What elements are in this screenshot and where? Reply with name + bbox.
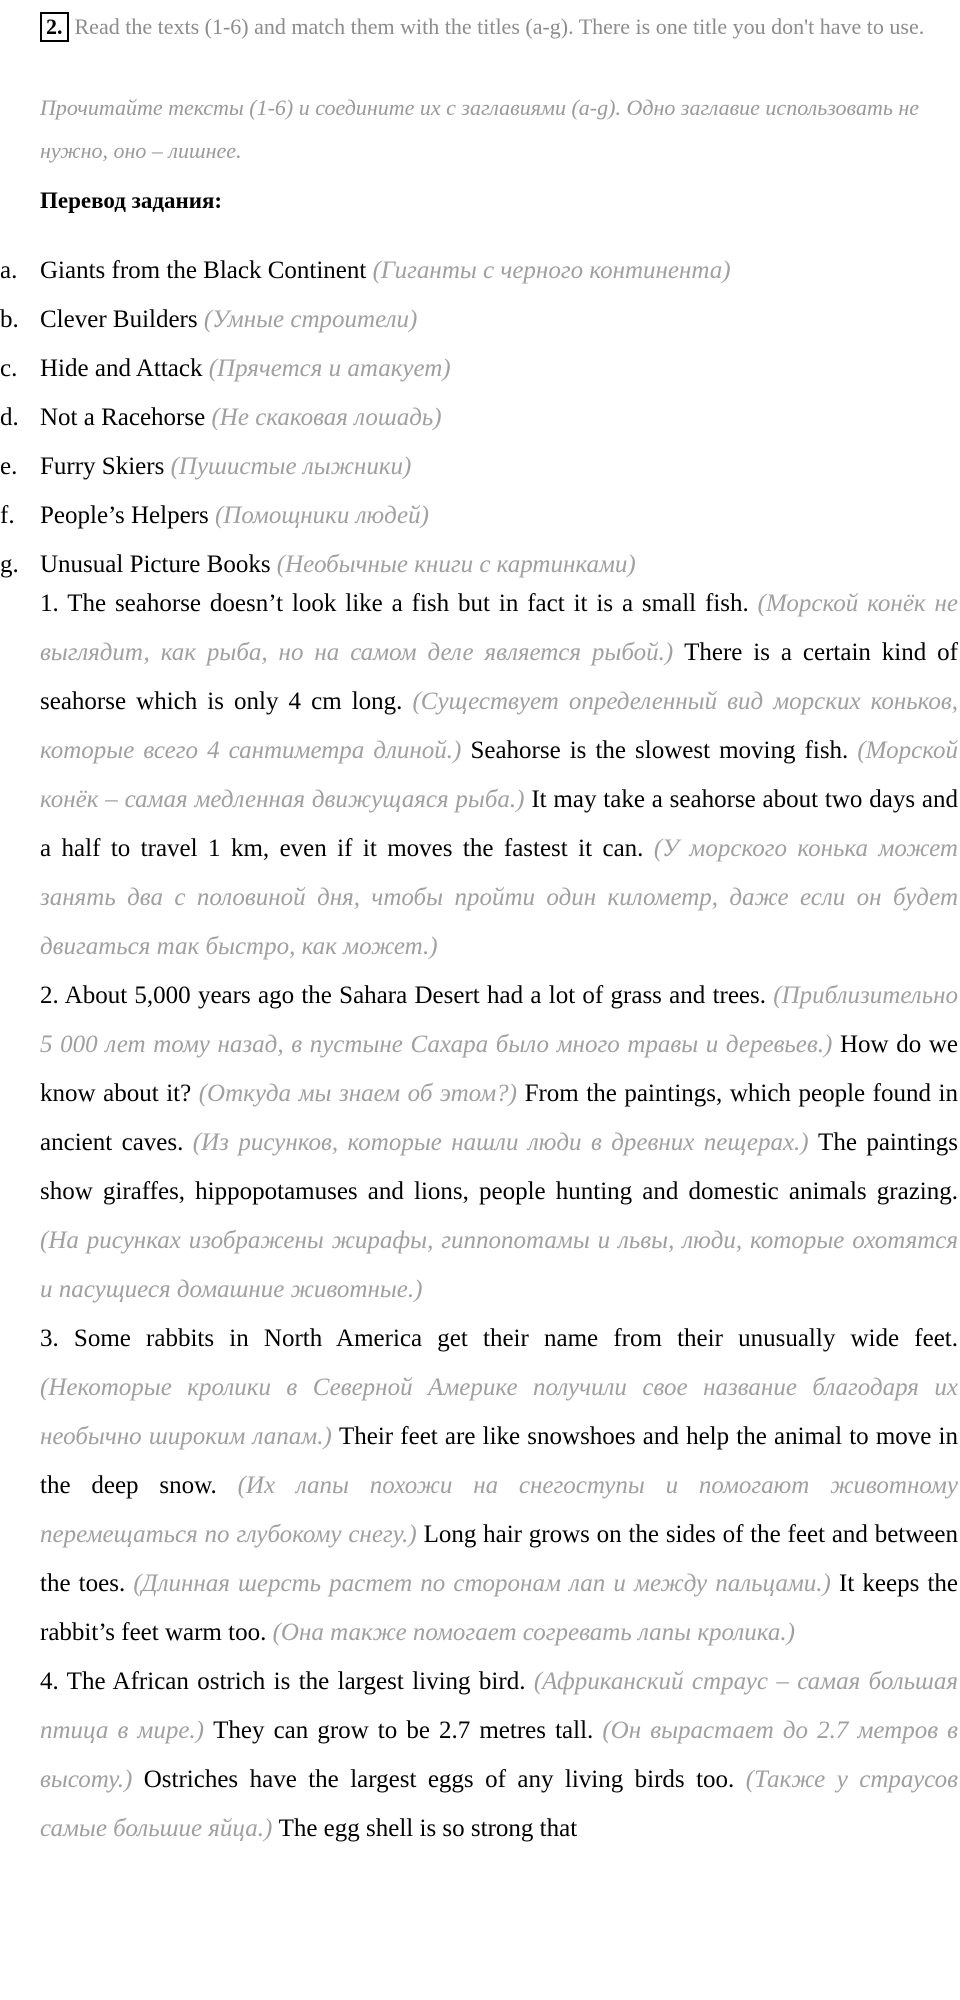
english-segment: Seahorse is the slowest moving fish. xyxy=(470,737,858,764)
english-segment: The egg shell is so strong that xyxy=(278,1815,578,1842)
text-paragraph-4 xyxy=(40,1657,958,1853)
title-item xyxy=(0,246,960,295)
english-segment: It may take a seahorse about two days and a half to travel 1 km, even if it moves the fastest it can. xyxy=(40,786,959,862)
english-segment: They can grow to be 2.7 metres tall. xyxy=(213,1717,603,1744)
translation-segment: (Африканский страус – самая большая птица в мире.) xyxy=(40,1668,958,1744)
title-en: Unusual Picture Books xyxy=(40,551,271,578)
task-number-badge: 2. xyxy=(40,12,69,42)
english-segment: It keeps the rabbit’s feet warm too. xyxy=(40,1570,959,1646)
translation-segment: (Существует определенный вид морских коньков, которые всего 4 сантиметра длиной.) xyxy=(40,688,958,764)
title-item xyxy=(0,344,960,393)
title-ru: (Умные строители) xyxy=(203,306,418,333)
translation-segment: (Некоторые кролики в Северной Америке получили свое название благодаря их необычно широким лапам.) xyxy=(40,1374,958,1450)
english-segment: 1. The seahorse doesn’t look like a fish but in fact it is a small fish. xyxy=(40,590,758,617)
title-ru: (Гиганты с черного континента) xyxy=(372,257,731,284)
title-ru: (Необычные книги с картинками) xyxy=(276,551,636,578)
title-en: Furry Skiers xyxy=(40,453,165,480)
translation-segment: (Из рисунков, которые нашли люди в древних пещерах.) xyxy=(192,1129,819,1156)
translation-segment: (Откуда мы знаем об этом?) xyxy=(198,1080,525,1107)
text-paragraph-1 xyxy=(40,579,958,971)
title-letter: b. xyxy=(0,306,19,333)
translation-segment: (Она также помогает согревать лапы кролика.) xyxy=(272,1619,795,1646)
english-segment: Long hair grows on the sides of the feet and between the toes. xyxy=(40,1521,958,1597)
translation-segment: (Их лапы похожи на снегоступы и помогают животному перемещаться по глубокому снегу.) xyxy=(40,1472,958,1548)
title-ru: (Прячется и атакует) xyxy=(208,355,451,382)
english-segment: Their feet are like snowshoes and help the animal to move in the deep snow. xyxy=(40,1423,958,1499)
translation-segment: (У морского конька может занять два с половиной дня, чтобы пройти один километр, даже если он будет двигаться так быстро, как может.) xyxy=(40,835,958,960)
english-segment: From the paintings, which people found in ancient caves. xyxy=(40,1080,958,1156)
title-en: Not a Racehorse xyxy=(40,404,206,431)
english-segment: 2. About 5,000 years ago the Sahara Desert had a lot of grass and trees. xyxy=(40,982,774,1009)
task-instruction-en: Read the texts (1-6) and match them with the titles (a-g). There is one title you don't have to use. xyxy=(74,14,925,39)
translation-segment: (Приблизительно 5 000 лет тому назад, в пустыне Сахара было много травы и деревьев.) xyxy=(40,982,958,1058)
title-item xyxy=(0,393,960,442)
english-segment: There is a certain kind of seahorse which is only 4 cm long. xyxy=(40,639,958,715)
translation-segment: (Морской конёк – самая медленная движущаяся рыба.) xyxy=(40,737,958,813)
title-en: Giants from the Black Continent xyxy=(40,257,367,284)
title-item xyxy=(0,442,960,491)
title-en: People’s Helpers xyxy=(40,502,209,529)
english-segment: Ostriches have the largest eggs of any living birds too. xyxy=(143,1766,746,1793)
title-letter: d. xyxy=(0,404,19,431)
title-ru: (Пушистые лыжники) xyxy=(170,453,412,480)
english-segment: 4. The African ostrich is the largest living bird. xyxy=(40,1668,534,1695)
text-paragraph-3 xyxy=(40,1314,958,1657)
translation-segment: (На рисунках изображены жирафы, гиппопотамы и львы, люди, которые охотятся и пасущиеся домашние животные.) xyxy=(40,1227,958,1303)
title-letter: a. xyxy=(0,257,18,284)
english-segment: 3. Some rabbits in North America get their name from their unusually wide feet. xyxy=(40,1325,958,1352)
title-item xyxy=(0,295,960,344)
title-ru: (Помощники людей) xyxy=(214,502,429,529)
reading-texts xyxy=(40,579,958,1853)
title-en: Clever Builders xyxy=(40,306,198,333)
title-letter: e. xyxy=(0,453,18,480)
title-letter: f. xyxy=(0,502,15,529)
task-instruction xyxy=(40,6,960,48)
title-item xyxy=(0,491,960,540)
title-ru: (Не скаковая лошадь) xyxy=(211,404,442,431)
title-letter: c. xyxy=(0,355,18,382)
title-en: Hide and Attack xyxy=(40,355,203,382)
translation-segment: (Морской конёк не выглядит, как рыба, но на самом деле является рыбой.) xyxy=(40,590,958,666)
titles-list xyxy=(0,246,960,589)
translation-segment: (Длинная шерсть растет по сторонам лап и между пальцами.) xyxy=(133,1570,839,1597)
translation-segment: (Он вырастает до 2.7 метров в высоту.) xyxy=(40,1717,959,1793)
translation-segment: (Также у страусов самые большие яйца.) xyxy=(40,1766,958,1842)
title-letter: g. xyxy=(0,551,19,578)
task-instruction-ru: Прочитайте тексты (1-6) и соедините их с заглавиями (a-g). Одно заглавие использовать не нужно, оно – лишнее. xyxy=(40,95,920,163)
text-paragraph-2 xyxy=(40,971,958,1314)
english-segment: How do we know about it? xyxy=(40,1031,958,1107)
translation-heading: Перевод задания: xyxy=(40,188,223,213)
english-segment: The paintings show giraffes, hippopotamuses and lions, people hunting and domestic animals grazing. xyxy=(40,1129,958,1205)
